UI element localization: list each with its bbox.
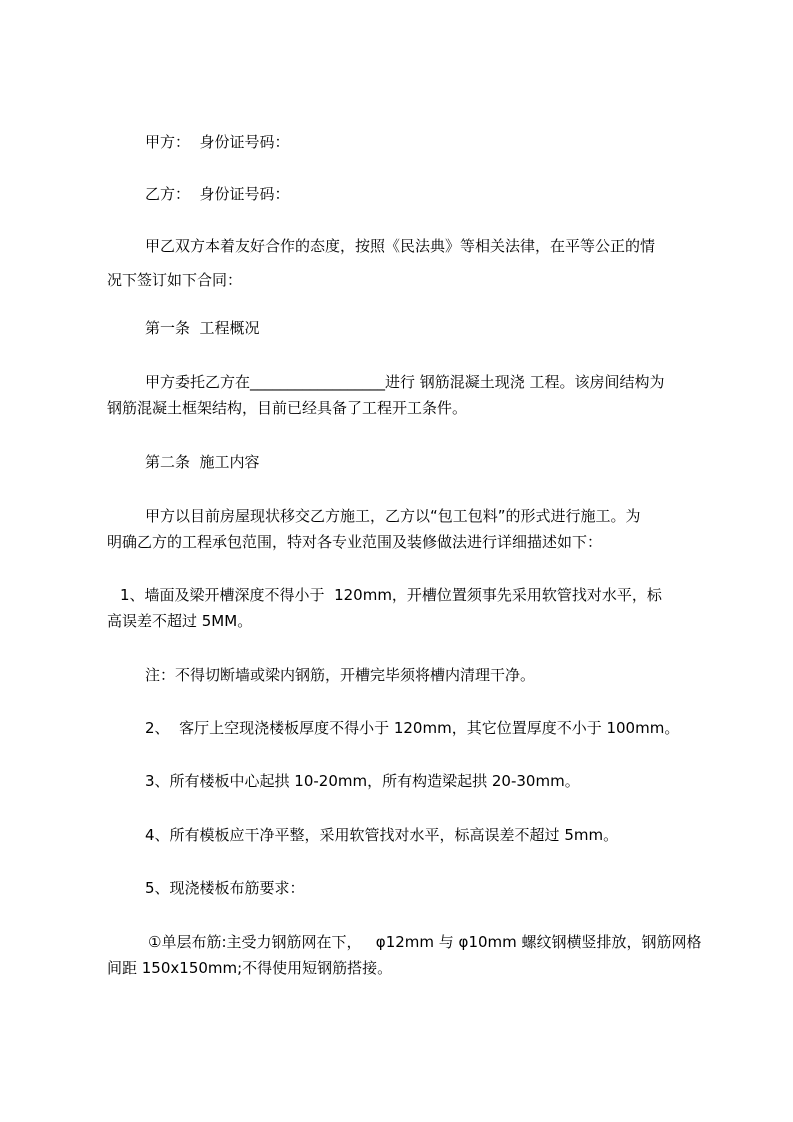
party-b-line: 乙方： 身份证号码： xyxy=(145,185,290,203)
note-line: 注：不得切断墙或梁内钢筋，开槽完毕须将槽内清理干净。 xyxy=(145,666,536,684)
item5-line: 5、现浇楼板布筋要求： xyxy=(145,879,305,897)
article2-title: 第二条 施工内容 xyxy=(145,453,260,471)
item2-line: 2、 客厅上空现浇楼板厚度不得小于 120mm，其它位置厚度不小于 100mm。 xyxy=(145,719,680,737)
article2-line-2: 明确乙方的工程承包范围，特对各专业范围及装修做法进行详细描述如下： xyxy=(107,533,603,551)
item1-line-1: 1、墙面及梁开槽深度不得小于 120mm，开槽位置须事先采用软管找对水平，标 xyxy=(120,586,662,604)
article1-line-1: 甲方委托乙方在__________________进行 钢筋混凝土现浇 工程。该房间结构为 xyxy=(145,373,665,391)
item3-line: 3、所有楼板中心起拱 10-20mm，所有构造梁起拱 20-30mm。 xyxy=(145,772,580,790)
intro-line-2: 况下签订如下合同： xyxy=(107,271,243,289)
intro-line-1: 甲乙双方本着友好合作的态度，按照《民法典》等相关法律，在平等公正的情 xyxy=(145,237,656,255)
article1-title: 第一条 工程概况 xyxy=(145,319,260,337)
party-a-line: 甲方： 身份证号码： xyxy=(145,133,290,151)
sub1-line-1: ①单层布筋:主受力钢筋网在下， φ12mm 与 φ10mm 螺纹钢横竖排放，钢筋网格 xyxy=(148,933,702,951)
item1-line-2: 高误差不超过 5MM。 xyxy=(107,612,253,630)
article1-line-2: 钢筋混凝土框架结构，目前已经具备了工程开工条件。 xyxy=(107,399,468,417)
article2-line-1: 甲方以目前房屋现状移交乙方施工，乙方以“包工包料”的形式进行施工。为 xyxy=(145,507,641,525)
item4-line: 4、所有模板应干净平整，采用软管找对水平，标高误差不超过 5mm。 xyxy=(145,826,619,844)
sub1-line-2: 间距 150x150mm;不得使用短钢筋搭接。 xyxy=(107,959,393,977)
